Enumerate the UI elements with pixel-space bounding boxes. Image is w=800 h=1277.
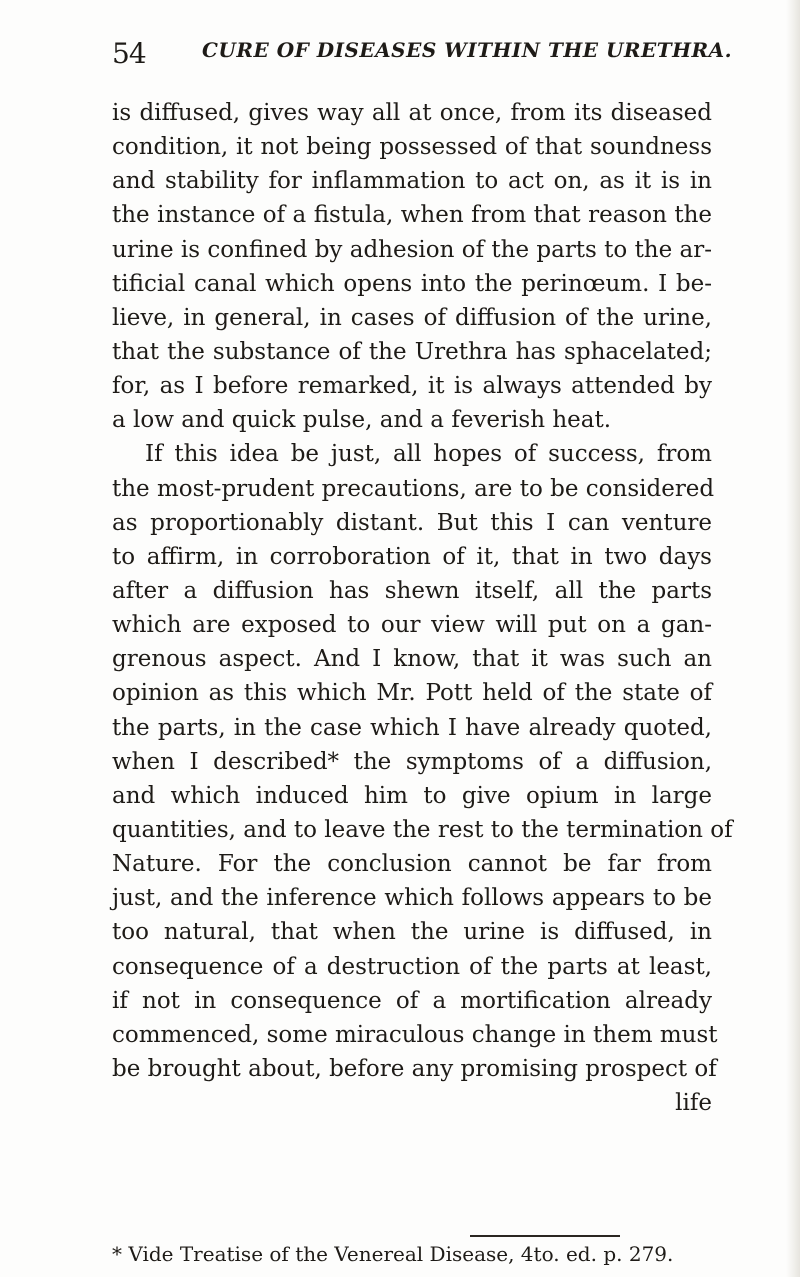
text-line: the instance of a fistula, when from that reason the [112,202,712,229]
text-line: is diffused, gives way all at once, from its diseased [112,100,712,126]
text-line: urine is confined by adhesion of the parts to the ar- [112,236,713,263]
page-number: 54 [112,37,146,70]
text-line: and stability for inflammation to act on, as it is in [112,168,712,195]
text-line: when I described* the symptoms of a diffusion, [112,748,712,775]
footnote: * Vide Treatise of the Venereal Disease, 4to. ed. p. 279. [112,1242,674,1266]
text-line: just, and the inference which follows appears to be [112,885,712,912]
text-line: grenous aspect. And I know, that it was such an [112,646,712,673]
text-line: as proportionably distant. But this I can venture [112,509,712,536]
page-edge-shadow [786,0,800,1277]
text-line: to affirm, in corroboration of it, that in two days [112,543,712,570]
text-line: quantities, and to leave the rest to the termination of [112,816,733,843]
text-line: tificial canal which opens into the perinœum. I be- [112,270,712,297]
footnote-rule [470,1235,620,1237]
text-line: condition, it not being possessed of that soundness [112,134,712,161]
text-line: be brought about, before any promising prospect of [112,1055,717,1082]
text-line: the parts, in the case which I have already quoted, [112,714,712,741]
text-line: consequence of a destruction of the parts at least, [112,953,712,980]
paragraph-start-line: If this idea be just, all hopes of success, from [145,441,712,468]
text-line: if not in consequence of a mortification already [112,987,712,1014]
text-line: lieve, in general, in cases of diffusion of the urine, [112,304,712,331]
text-line: too natural, that when the urine is diffused, in [112,919,712,946]
text-line: the most-prudent precautions, are to be considered [112,475,715,502]
text-line: after a diffusion has shewn itself, all the parts [112,577,712,604]
running-head: CURE OF DISEASES WITHIN THE URETHRA. [202,38,733,62]
text-line: which are exposed to our view will put on a gan- [112,612,712,639]
text-line: Nature. For the conclusion cannot be far from [112,851,712,878]
body-text [112,96,733,1120]
text-line: that the substance of the Urethra has sphacelated; [112,338,712,365]
text-line: and which induced him to give opium in large [112,782,712,809]
paragraph-end-line: a low and quick pulse, and a feverish heat. [112,407,612,434]
text-line: for, as I before remarked, it is always attended by [112,373,712,400]
catchword: life [675,1090,712,1117]
text-line: commenced, some miraculous change in them must [112,1021,718,1048]
text-line: opinion as this which Mr. Pott held of the state of [112,680,712,707]
